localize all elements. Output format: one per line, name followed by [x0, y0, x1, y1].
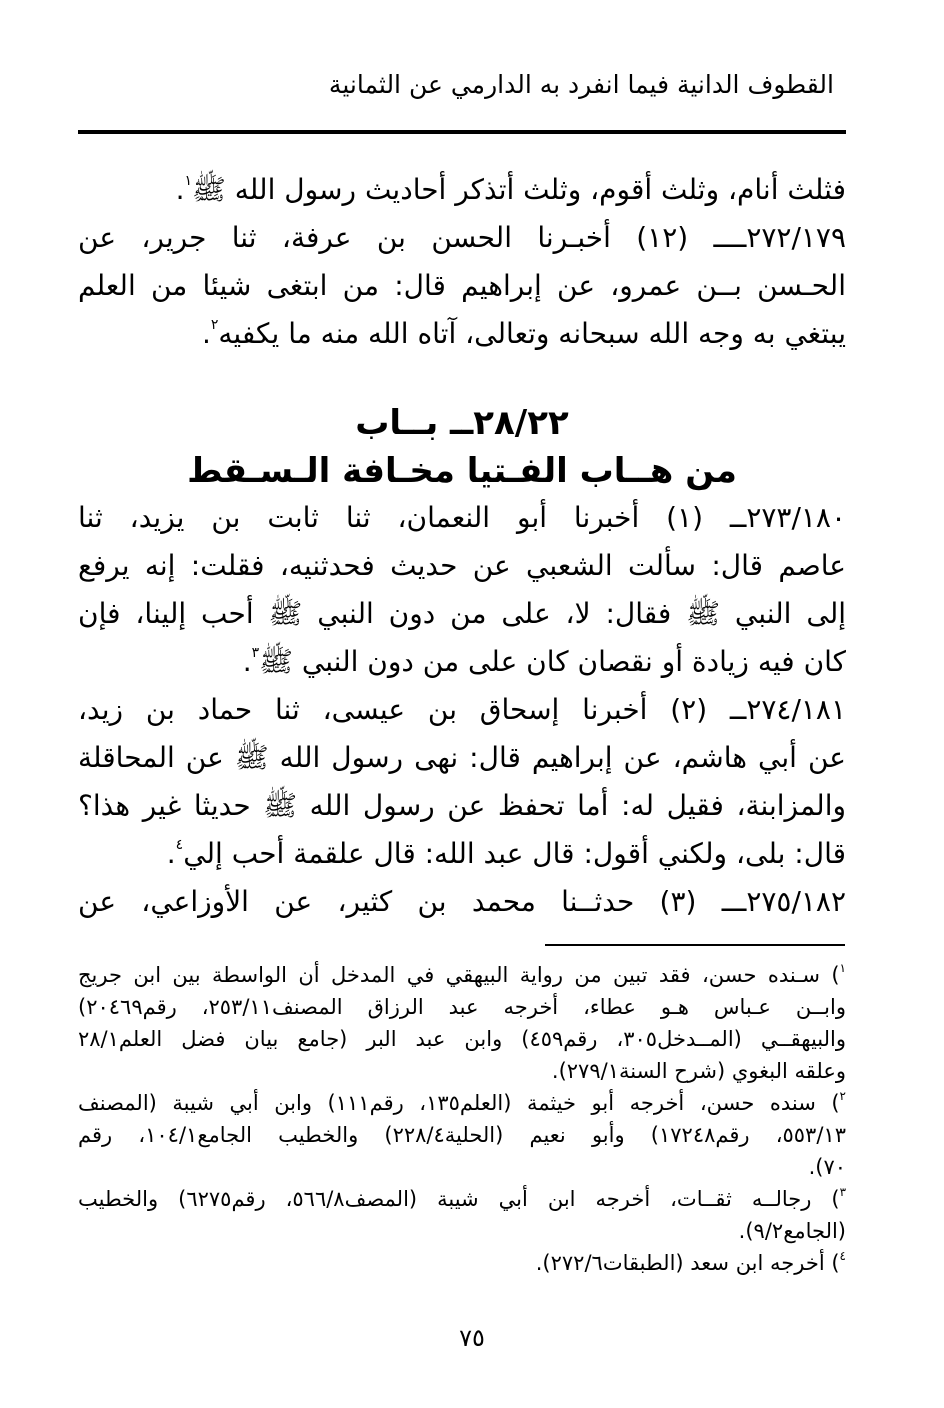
- chapter-number: ٢٨/٢٢ــ بــاب: [355, 403, 569, 443]
- text-line: [78, 264, 846, 308]
- page-number: ٧٥: [459, 1324, 485, 1352]
- text-line: [78, 496, 846, 540]
- footnote-line-text: (الجامع٩/٢).: [738, 1219, 846, 1243]
- footnote-marker: ١: [839, 961, 846, 975]
- footnote-reference: ١: [184, 173, 193, 189]
- text-line-text: يبتغي به وجه الله سبحانه وتعالى، آتاه الله منه ما يكفيه: [218, 317, 846, 350]
- running-header: القطوف الدانية فيما انفرد به الدارمي عن الثمانية: [328, 70, 834, 99]
- footnote-line-text: ٧٠).: [808, 1155, 846, 1179]
- text-line-text: قال: بلى، ولكني أقول: قال عبد الله: قال علقمة أحب إلي: [183, 837, 846, 870]
- line-end-punctuation: .: [175, 173, 185, 206]
- footnote-line: [78, 1056, 846, 1087]
- footnote-line: [78, 992, 846, 1023]
- footnote-line: [78, 1152, 846, 1183]
- footnote-line-text: ) رجالــه ثقــات، أخرجه ابن أبي شيبة (المصف٥٦٦/٨، رقم٦٢٧٥) والخطيب: [78, 1187, 840, 1211]
- line-end-punctuation: .: [201, 317, 211, 350]
- text-line: [78, 832, 846, 876]
- footnote-line: [78, 1024, 846, 1055]
- text-line-text: والمزابنة، فقيل له: أما تحفظ عن رسول الله ﷺ حديثا غير هذا؟: [78, 789, 846, 822]
- text-line: [78, 640, 846, 684]
- text-line: [78, 880, 846, 924]
- footnote-line-text: وعلقه البغوي (شرح السنة٢٧٩/١).: [551, 1059, 846, 1083]
- footnote-line: [78, 1216, 846, 1247]
- text-line: [78, 736, 846, 780]
- header-rule: [78, 130, 846, 134]
- text-line-text: ٢٧٥/١٨٢ـــ (٣) حدثــنا محمد بن كثير، عن الأوزاعي، عن: [78, 885, 846, 918]
- text-line-text: كان فيه زيادة أو نقصان كان على من دون النبي ﷺ: [259, 645, 846, 678]
- footnote-line-text: والبيهقــي (المــدخل٣٠٥، رقم٤٥٩) وابن عبد البر (جامع بيان فضل العلم٢٨/١: [78, 1027, 846, 1051]
- text-line-text: ٢٧٣/١٨٠ــ (١) أخبرنا أبو النعمان، ثنا ثابت بن يزيد، ثنا: [78, 501, 846, 534]
- footnote-reference: ٤: [175, 837, 184, 853]
- text-line: [78, 544, 846, 588]
- text-line-text: الحـسن بــن عمرو، عن إبراهيم قال: من ابتغى شيئا من العلم: [78, 269, 846, 302]
- footnote-marker: ٢: [839, 1089, 846, 1103]
- line-end-punctuation: .: [242, 645, 252, 678]
- text-line: [78, 688, 846, 732]
- footnote-line: [78, 960, 846, 991]
- text-line-text: ٢٧٢/١٧٩ــــ (١٢) أخبـرنا الحسن بن عرفة، ثنا جرير، عن: [78, 221, 846, 254]
- text-line: [78, 168, 846, 212]
- footnote-line-text: ) أخرجه ابن سعد (الطبقات٢٧٢/٦).: [535, 1251, 840, 1275]
- footnote-line-text: وابــن عـباس هـو عطاء، أخرجه عبد الرزاق المصنف٢٥٣/١١، رقم٢٠٤٦٩): [78, 995, 846, 1019]
- footnote-reference: ٣: [251, 645, 260, 661]
- footnote-line: [78, 1248, 846, 1279]
- footnote-line-text: ) سـنده حسن، فقد تبين من رواية البيهقي في المدخل أن الواسطة بين ابن جريج: [78, 963, 840, 987]
- chapter-title: من هــاب الفـتيا مخـافة الـسـقط: [187, 451, 737, 491]
- line-end-punctuation: .: [166, 837, 176, 870]
- text-line-text: فثلث أنام، وثلث أقوم، وثلث أتذكر أحاديث رسول الله ﷺ: [192, 173, 846, 206]
- text-line: [78, 312, 846, 356]
- footnote-marker: ٣: [839, 1185, 846, 1199]
- footnote-line-text: ٥٥٣/١٣، رقم١٧٢٤٨) وأبو نعيم (الحلية٢٢٨/٤) والخطيب الجامع١٠٤/١، رقم: [78, 1123, 846, 1147]
- text-line: [78, 592, 846, 636]
- footnote-rule: [545, 944, 845, 946]
- text-line-text: عن أبي هاشم، عن إبراهيم قال: نهى رسول الله ﷺ عن المحاقلة: [78, 741, 846, 774]
- footnote-marker: ٤: [839, 1249, 846, 1263]
- text-line: [78, 216, 846, 260]
- footnote-line-text: ) سنده حسن، أخرجه أبو خيثمة (العلم١٣٥، رقم١١١) وابن أبي شيبة (المصنف: [78, 1091, 840, 1115]
- footnote-line: [78, 1088, 846, 1119]
- text-line: [78, 784, 846, 828]
- text-line-text: عاصم قال: سألت الشعبي عن حديث فحدثنيه، فقلت: إنه يرفع: [78, 549, 846, 582]
- text-line-text: إلى النبي ﷺ فقال: لا، على من دون النبي ﷺ أحب إلينا، فإن: [78, 597, 846, 630]
- footnote-line: [78, 1120, 846, 1151]
- footnote-reference: ٢: [210, 317, 219, 333]
- text-line-text: ٢٧٤/١٨١ــ (٢) أخبرنا إسحاق بن عيسى، ثنا حماد بن زيد،: [78, 693, 846, 726]
- footnote-line: [78, 1184, 846, 1215]
